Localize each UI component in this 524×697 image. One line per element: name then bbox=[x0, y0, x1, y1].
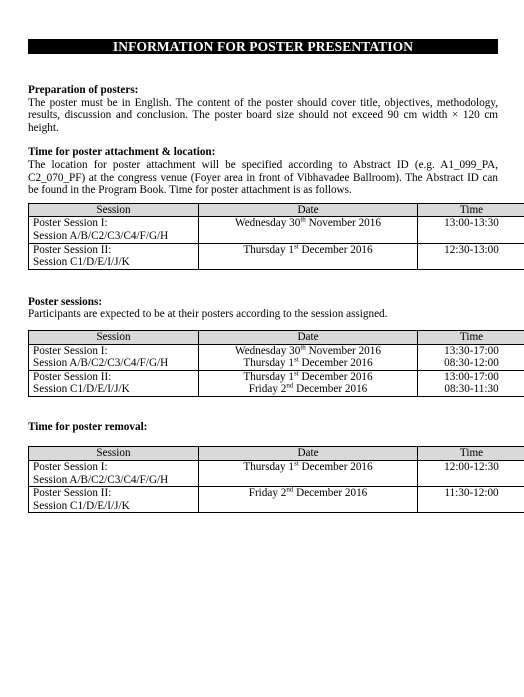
document-page bbox=[28, 39, 498, 513]
removal-section bbox=[28, 421, 498, 514]
header-session: Session bbox=[29, 330, 199, 344]
session-name: Poster Session I: bbox=[33, 461, 108, 474]
date-text: November 2016 bbox=[305, 344, 381, 357]
removal-table bbox=[28, 446, 524, 513]
date-text: November 2016 bbox=[305, 217, 381, 230]
date-line bbox=[203, 461, 413, 474]
time-value: 12:30-13:00 bbox=[444, 243, 499, 256]
header-time: Time bbox=[418, 447, 524, 461]
session-codes: Session A/B/C2/C3/C4/F/G/H bbox=[33, 229, 169, 242]
header-time: Time bbox=[418, 203, 524, 217]
table-row bbox=[29, 217, 524, 243]
preparation-section bbox=[28, 84, 498, 134]
session-codes: Session C1/D/E/I/J/K bbox=[33, 499, 130, 512]
time-cell bbox=[418, 461, 524, 487]
session-name: Poster Session II: bbox=[33, 243, 112, 256]
attachment-text: The location for poster attachment will be specified according to Abstract ID (e.g. A1_099_PA, C2_070_PF) at the congress venue (Foyer area in front of Vibhavadee Ballroom). The Abstract ID can be found in the Program Book. Time for poster attachment is as follows. bbox=[28, 158, 498, 197]
date-line bbox=[203, 241, 413, 257]
date-text: December 2016 bbox=[298, 357, 373, 370]
header-date: Date bbox=[199, 203, 418, 217]
date-ordinal: nd bbox=[286, 485, 294, 494]
table-row bbox=[29, 344, 524, 370]
session-codes: Session A/B/C2/C3/C4/F/G/H bbox=[33, 357, 169, 370]
page-title: INFORMATION FOR POSTER PRESENTATION bbox=[28, 39, 498, 54]
header-session: Session bbox=[29, 203, 199, 217]
session-cell bbox=[29, 344, 199, 370]
date-text: December 2016 bbox=[298, 370, 373, 383]
header-date: Date bbox=[199, 447, 418, 461]
preparation-heading: Preparation of posters: bbox=[28, 84, 139, 96]
session-cell bbox=[29, 487, 199, 513]
session-cell bbox=[29, 370, 199, 396]
date-text: Thursday 1 bbox=[243, 357, 295, 370]
date-cell bbox=[199, 217, 418, 243]
table-row bbox=[29, 370, 524, 396]
time-cell bbox=[418, 487, 524, 513]
session-name: Poster Session II: bbox=[33, 370, 112, 383]
session-codes: Session C1/D/E/I/J/K bbox=[33, 256, 130, 269]
sessions-table bbox=[28, 330, 524, 397]
time-value: 08:30-11:30 bbox=[444, 383, 499, 396]
session-cell bbox=[29, 217, 199, 243]
table-header-row bbox=[29, 330, 524, 344]
date-line bbox=[203, 357, 413, 370]
time-value: 12:00-12:30 bbox=[444, 461, 499, 474]
session-name: Poster Session I: bbox=[33, 344, 108, 357]
date-text: Thursday 1 bbox=[243, 461, 295, 474]
date-text: Wednesday 30 bbox=[235, 344, 301, 357]
sessions-section bbox=[28, 296, 498, 397]
header-date: Date bbox=[199, 330, 418, 344]
date-cell bbox=[199, 370, 418, 396]
sessions-heading: Poster sessions: bbox=[28, 295, 103, 308]
date-ordinal: st bbox=[294, 241, 299, 250]
date-text: December 2016 bbox=[298, 461, 373, 474]
time-cell bbox=[418, 243, 524, 269]
date-cell bbox=[199, 461, 418, 487]
date-text: Friday 2 bbox=[248, 487, 287, 500]
attachment-table bbox=[28, 203, 524, 270]
attachment-section bbox=[28, 146, 498, 269]
date-line bbox=[203, 487, 413, 500]
session-name: Poster Session I: bbox=[33, 217, 108, 230]
date-ordinal: st bbox=[294, 368, 299, 377]
table-row bbox=[29, 243, 524, 269]
date-cell bbox=[199, 487, 418, 513]
attachment-heading: Time for poster attachment & location: bbox=[28, 146, 216, 159]
date-ordinal: th bbox=[300, 342, 306, 351]
date-text: December 2016 bbox=[293, 487, 368, 500]
time-value: 08:30-12:00 bbox=[444, 357, 499, 370]
date-line bbox=[203, 383, 413, 396]
date-ordinal: st bbox=[294, 459, 299, 468]
table-row bbox=[29, 487, 524, 513]
session-cell bbox=[29, 461, 199, 487]
date-cell bbox=[199, 243, 418, 269]
preparation-text: The poster must be in English. The content of the poster should cover title, objectives, methodology, results, discussion and conclusion. The poster board size should not exceed 90 cm width × 120 cm height. bbox=[28, 96, 498, 134]
date-line bbox=[203, 342, 413, 358]
date-ordinal: nd bbox=[286, 381, 294, 390]
header-session: Session bbox=[29, 447, 199, 461]
time-cell bbox=[418, 217, 524, 243]
date-text: December 2016 bbox=[293, 383, 368, 396]
session-codes: Session C1/D/E/I/J/K bbox=[33, 383, 130, 396]
sessions-text: Participants are expected to be at their posters according to the session assigned. bbox=[28, 308, 388, 321]
time-value: 13:00-13:30 bbox=[444, 217, 499, 230]
date-text: Thursday 1 bbox=[243, 370, 295, 383]
time-cell bbox=[418, 370, 524, 396]
date-text: Wednesday 30 bbox=[235, 217, 301, 230]
session-cell bbox=[29, 243, 199, 269]
time-value: 11:30-12:00 bbox=[444, 487, 499, 500]
date-text: December 2016 bbox=[298, 243, 373, 256]
time-value: 13:00-17:00 bbox=[444, 370, 499, 383]
date-text: Thursday 1 bbox=[243, 243, 295, 256]
table-row bbox=[29, 461, 524, 487]
time-cell bbox=[418, 344, 524, 370]
date-line bbox=[203, 217, 413, 230]
date-cell bbox=[199, 344, 418, 370]
date-ordinal: st bbox=[294, 355, 299, 364]
date-line bbox=[203, 368, 413, 384]
removal-heading: Time for poster removal: bbox=[28, 420, 148, 433]
session-name: Poster Session II: bbox=[33, 487, 112, 500]
date-ordinal: th bbox=[300, 215, 306, 224]
header-time: Time bbox=[418, 330, 524, 344]
time-value: 13:30-17:00 bbox=[444, 344, 499, 357]
table-header-row bbox=[29, 203, 524, 217]
table-header-row bbox=[29, 447, 524, 461]
session-codes: Session A/B/C2/C3/C4/F/G/H bbox=[33, 473, 169, 486]
date-text: Friday 2 bbox=[248, 383, 287, 396]
